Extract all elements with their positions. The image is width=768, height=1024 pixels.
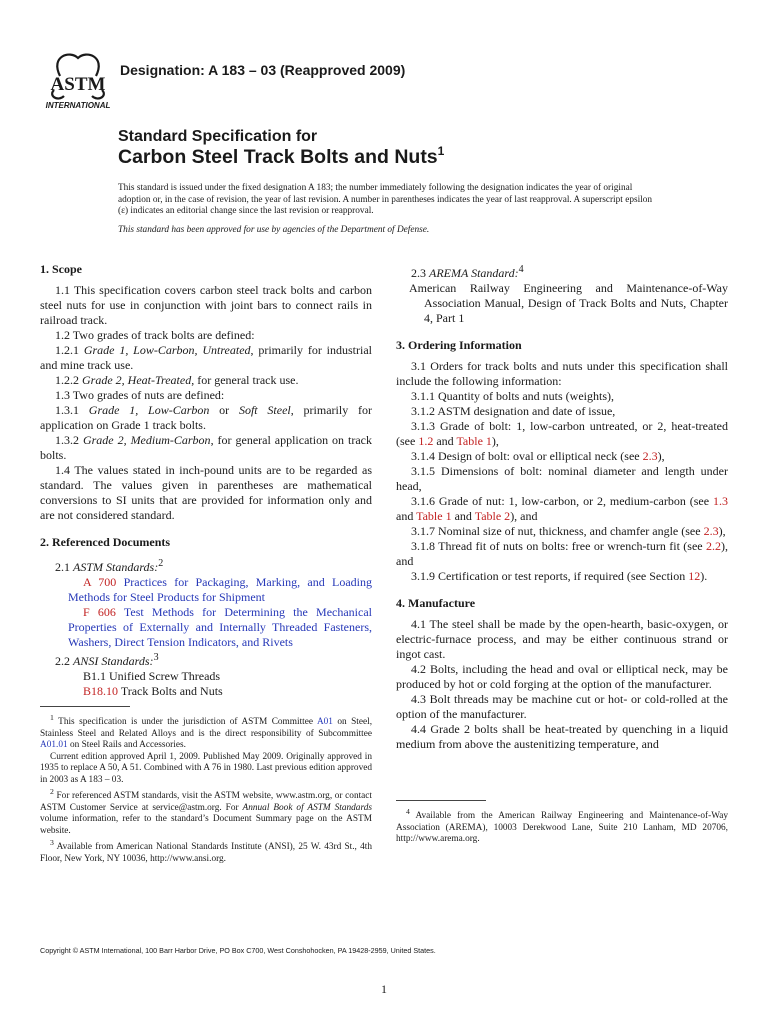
para-text: , for general application on track bolts. — [40, 433, 372, 462]
para-1-4: 1.4 The values stated in inch-pound units are to be regarded as standard. The values given in parentheses are mathematical conversions to SI units that are provided for information only and are not considered standard. — [40, 463, 372, 522]
standards-label: ASTM Standards: — [73, 560, 159, 574]
para-number: 2.3 — [411, 266, 426, 280]
dod-approval-note: This standard has been approved for use by agencies of the Department of Defense. — [118, 224, 430, 235]
title-line-1: Standard Specification for — [118, 128, 318, 145]
para-number: 2.1 — [55, 560, 70, 574]
grade-name: Grade 2, Heat-Treated — [82, 373, 192, 387]
reference-title: Track Bolts and Nuts — [120, 684, 223, 698]
section-link[interactable]: 1.3 — [713, 494, 728, 508]
reference-arema: American Railway Engineering and Maintenance-of-Way Association Manual, Design of Track Bolts and Nuts, Chapter 4, Part 1 — [409, 281, 728, 325]
astm-logo-icon — [40, 46, 116, 112]
footnote-mark: 4 — [518, 264, 524, 275]
footnote-text: on Steel, Stainless Steel and Related Alloys and is the direct responsibility of Subcommittee — [40, 717, 373, 739]
para-3-1-9 — [396, 569, 728, 584]
footnotes-right — [396, 800, 728, 846]
designation: Designation: A 183 – 03 (Reapproved 2009) — [120, 62, 406, 78]
para-text: 3.1.7 Nominal size of nut, thickness, and chamfer angle (see — [411, 524, 704, 538]
intro-paragraph: This standard is issued under the fixed designation A 183; the number immediately following the designation indicates the year of original adoption or, in the case of revision, the year of last revision. A number in parentheses indicates the year of last reapproval. A superscript epsilon (ε) indicates an editorial change since the last revision or reapproval. — [118, 183, 653, 217]
section-link[interactable]: 12 — [688, 569, 701, 583]
para-1-2: 1.2 Two grades of track bolts are defined: — [55, 328, 255, 342]
reference-title-link[interactable]: Test Methods for Determining the Mechanical Properties of Externally and Internally Threaded Fasteners, Washers, Direct Tension Indicators, and Rivets — [68, 605, 372, 649]
para-3-1-5: 3.1.5 Dimensions of bolt: nominal diameter and length under head, — [396, 464, 728, 493]
reference-title: Unified Screw Threads — [109, 669, 221, 683]
title-footnote-mark: 1 — [437, 144, 445, 158]
subcommittee-link[interactable]: A01.01 — [40, 740, 68, 751]
footnote-text: For referenced ASTM standards, visit the ASTM website, www.astm.org, or contact ASTM Customer Service at service@astm.org. For — [40, 791, 373, 813]
title-text: Carbon Steel Track Bolts and Nuts — [118, 146, 438, 168]
grade-name: Grade 1, Low-Carbon, Untreated — [83, 343, 251, 357]
logo-wordmark: ASTM — [50, 74, 106, 95]
section-link[interactable]: 2.2 — [706, 539, 721, 553]
reference-b1-1 — [40, 669, 372, 684]
section-link[interactable]: 1.2 — [418, 434, 434, 448]
para-1-3: 1.3 Two grades of nuts are defined: — [55, 388, 225, 402]
para-3-1-2: 3.1.2 ASTM designation and date of issue, — [411, 404, 616, 418]
section-link[interactable]: 2.3 — [642, 449, 658, 463]
para-2-3 — [396, 262, 728, 281]
para-number: 2.2 — [55, 654, 70, 668]
para-text: ). — [700, 569, 708, 583]
para-number: 1.3.1 — [55, 403, 79, 417]
astm-logo — [40, 46, 116, 112]
footnote-mark: 2 — [50, 787, 54, 797]
footnote-text: Annual Book of ASTM Standards — [242, 802, 372, 813]
reference-a700 — [40, 575, 372, 605]
section-link[interactable]: 2.3 — [703, 524, 719, 538]
para-text: ), and — [510, 509, 538, 523]
footnote-mark: 4 — [406, 807, 410, 816]
para-text: 3.1.6 Grade of nut: 1, low-carbon, or 2, medium-carbon (see — [411, 494, 713, 508]
para-4-4: 4.4 Grade 2 bolts shall be heat-treated by quenching in a liquid medium from above the austenitizing temperature, and — [396, 722, 728, 751]
para-3-1-7 — [396, 524, 728, 539]
table-link[interactable]: Table 2 — [474, 509, 511, 523]
para-text: ), — [657, 449, 665, 463]
table-link[interactable]: Table 1 — [456, 434, 492, 448]
reference-title-link[interactable]: Practices for Packaging, Marking, and Loading Methods for Steel Products for Shipment — [68, 575, 372, 604]
reference-code-link[interactable]: B18.10 — [83, 684, 119, 698]
footnote-mark: 1 — [50, 713, 54, 722]
title-line-2 — [118, 146, 444, 168]
para-1-1: 1.1 This specification covers carbon steel track bolts and carbon steel nuts for use in conjunction with joint bars to connect rails in railroad track. — [40, 283, 372, 327]
grade-name: Grade 2, Medium-Carbon — [82, 433, 211, 447]
para-1-2-1 — [40, 343, 372, 373]
para-text: , primarily for application on Grade 1 track bolts. — [40, 403, 372, 432]
reference-code-link[interactable]: A 700 — [83, 575, 117, 589]
para-text: ), and — [396, 539, 728, 568]
para-1-2-2 — [40, 373, 372, 388]
footnote-text: This specification is under the jurisdiction of ASTM Committee — [58, 717, 317, 728]
intro — [118, 183, 654, 236]
section-heading-scope: 1. Scope — [40, 262, 82, 276]
grade-name: Grade 1, Low-Carbon — [88, 403, 210, 417]
para-4-2: 4.2 Bolts, including the head and oval or elliptical neck, may be produced by hot or cold forging at the option of the manufacturer. — [396, 662, 728, 691]
section-heading-ordering: 3. Ordering Information — [396, 338, 522, 352]
para-text: and — [433, 434, 457, 448]
title-block — [118, 128, 444, 168]
para-3-1-6 — [396, 494, 728, 524]
reference-code-link[interactable]: F 606 — [83, 605, 116, 619]
para-text: , for general track use. — [191, 373, 299, 387]
para-text: 3.1.8 Thread fit of nuts on bolts: free or wrench-turn fit (see — [411, 539, 706, 553]
para-text: 3.1.9 Certification or test reports, if required (see Section — [411, 569, 689, 583]
para-text: 3.1.3 Grade of bolt: 1, low-carbon untreated, or 2, heat-treated (see — [396, 419, 728, 448]
para-text: ), — [718, 524, 726, 538]
para-3-1-3 — [396, 419, 728, 449]
logo-subtext: INTERNATIONAL — [45, 101, 111, 110]
para-number: 1.2.1 — [55, 343, 79, 357]
footnote-mark: 2 — [158, 558, 164, 569]
para-4-1: 4.1 The steel shall be made by the open-hearth, basic-oxygen, or electric-furnace process, and may be either continuous strand or ingot cast. — [396, 617, 728, 661]
section-heading-referenced-documents: 2. Referenced Documents — [40, 535, 171, 549]
footnote-3 — [40, 837, 372, 865]
reference-f606 — [40, 605, 372, 650]
para-3-1: 3.1 Orders for track bolts and nuts under this specification shall include the following information: — [396, 359, 728, 388]
right-column — [396, 262, 728, 752]
footnote-text: Available from American National Standards Institute (ANSI), 25 W. 43rd St., 4th Floor, New York, NY 10036, http://www.ansi.org. — [40, 842, 373, 864]
copyright-notice: Copyright © ASTM International, 100 Barr Harbor Drive, PO Box C700, West Conshohocken, PA 19428-2959, United States. — [40, 946, 436, 955]
grade-name: Soft Steel — [238, 403, 291, 417]
para-text: 3.1.4 Design of bolt: oval or elliptical neck (see — [411, 449, 643, 463]
reference-code: B1.1 — [83, 669, 107, 683]
footnote-mark: 3 — [153, 652, 159, 663]
page-number: 1 — [381, 982, 387, 996]
footnote-mark: 3 — [50, 838, 54, 848]
para-2-2 — [40, 650, 372, 669]
footnote-divider — [396, 800, 486, 801]
para-3-1-1: 3.1.1 Quantity of bolts and nuts (weights), — [411, 389, 614, 403]
standards-label: AREMA Standard: — [429, 266, 519, 280]
footnote-1 — [40, 712, 372, 752]
para-number: 1.2.2 — [55, 373, 79, 387]
reference-b18-10 — [40, 684, 372, 699]
footnotes-left — [40, 706, 372, 865]
footnote-text: volume information, refer to the standard’s Document Summary page on the ASTM website. — [40, 814, 372, 836]
para-number: 1.3.2 — [55, 433, 79, 447]
standards-label: ANSI Standards: — [73, 654, 154, 668]
footnote-1-edition: Current edition approved April 1, 2009. Published May 2009. Originally approved in 1935 to replace A 50, A 51. Combined with A 76 in 1980. Last previous edition approved in 2003 as A 183 – 03. — [40, 751, 372, 785]
para-3-1-8 — [396, 539, 728, 569]
para-4-3: 4.3 Bolt threads may be machine cut or hot- or cold-rolled at the option of the manufacturer. — [396, 692, 728, 721]
footnote-2 — [40, 786, 372, 837]
para-1-3-1 — [40, 403, 372, 433]
para-text: or — [209, 403, 239, 417]
para-1-3-2 — [40, 433, 372, 463]
footnote-text: Available from the American Railway Engineering and Maintenance-of-Way Association (AREMA), 10003 Derekwood Lane, Suite 210 Lanham, MD 20706, http://www.arema.org. — [396, 811, 728, 845]
para-text: , primarily for industrial and mine track use. — [40, 343, 372, 372]
para-text: ), — [491, 434, 499, 448]
section-heading-manufacture: 4. Manufacture — [396, 596, 476, 610]
left-column — [40, 262, 372, 699]
committee-link[interactable]: A01 — [316, 717, 333, 728]
footnote-divider — [40, 706, 130, 707]
para-3-1-4 — [396, 449, 728, 464]
table-link[interactable]: Table 1 — [416, 509, 452, 523]
para-text: and — [451, 509, 475, 523]
footnote-4 — [396, 806, 728, 846]
para-text: and — [396, 509, 417, 523]
footnote-text: on Steel Rails and Accessories. — [67, 740, 186, 751]
para-2-1 — [40, 556, 372, 575]
